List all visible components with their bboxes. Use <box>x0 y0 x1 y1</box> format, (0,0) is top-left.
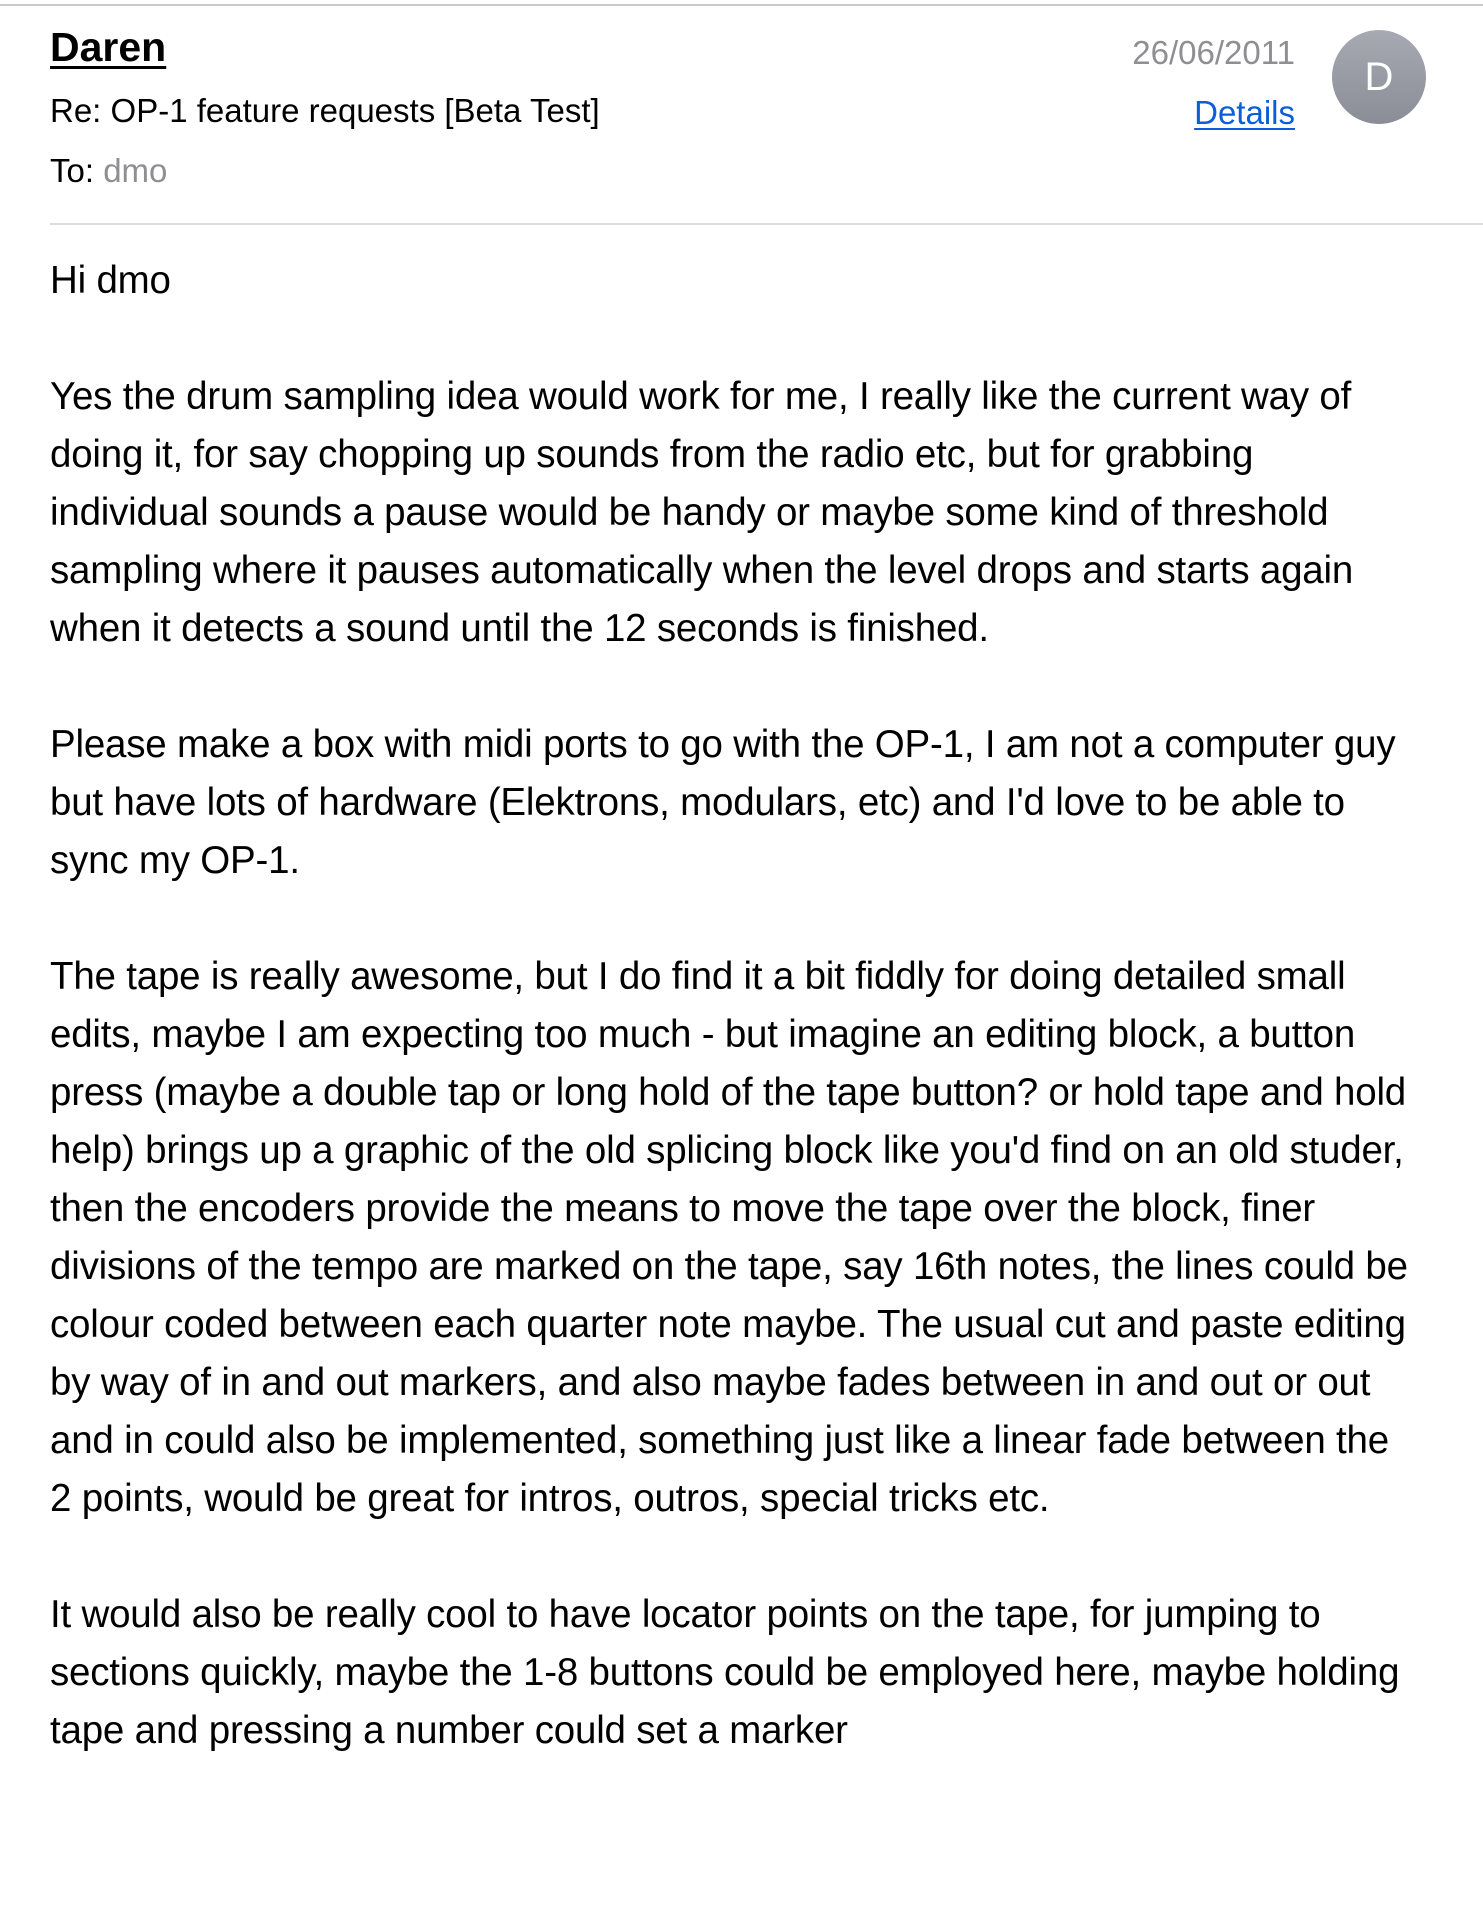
header-divider <box>50 223 1483 225</box>
avatar-initial: D <box>1364 54 1394 99</box>
body-paragraph: It would also be really cool to have locator points on the tape, for jumping to sections quickly, maybe the 1-8 buttons could be employed here, maybe holding tape and pressing a number could set a marker <box>50 1593 1400 1752</box>
recipient-line <box>50 152 167 190</box>
email-date: 26/06/2011 <box>1132 34 1295 71</box>
body-paragraph: The tape is really awesome, but I do find it a bit fiddly for doing detailed small edits, maybe I am expecting too much - but imagine an editing block, a button press (maybe a double tap or long hold of the tape button? or hold tape and hold help) brings up a graphic of the old splicing block like you'd find on an old studer, then the encoders provide the means to move the tape over the block, finer divisions of the tempo are marked on the tape, say 16th notes, the lines could be colour coded between each quarter note maybe. The usual cut and paste editing by way of in and out markers, and also maybe fades between in and out or out and in could also be implemented, something just like a linear fade between the 2 points, would be great for intros, outros, special tricks etc. <box>50 955 1408 1520</box>
sender-avatar[interactable] <box>1332 30 1426 124</box>
greeting: Hi dmo <box>50 259 171 302</box>
details-link[interactable]: Details <box>1194 94 1295 131</box>
to-label: To: <box>50 152 95 189</box>
body-paragraph: Yes the drum sampling idea would work for me, I really like the current way of doing it, for say chopping up sounds from the radio etc, but for grabbing individual sounds a pause would be handy or maybe some kind of threshold sampling where it pauses automatically when the level drops and starts again when it detects a sound until the 12 seconds is finished. <box>50 375 1354 650</box>
email-header <box>0 0 1483 226</box>
body-paragraph: Please make a box with midi ports to go with the OP-1, I am not a computer guy but have lots of hardware (Elektrons, modulars, etc) and I'd love to be able to sync my OP-1. <box>50 723 1396 882</box>
recipient-name[interactable]: dmo <box>103 152 168 189</box>
email-subject: Re: OP-1 feature requests [Beta Test] <box>50 92 600 129</box>
sender-name[interactable]: Daren <box>50 24 167 70</box>
email-body <box>50 252 1420 1818</box>
